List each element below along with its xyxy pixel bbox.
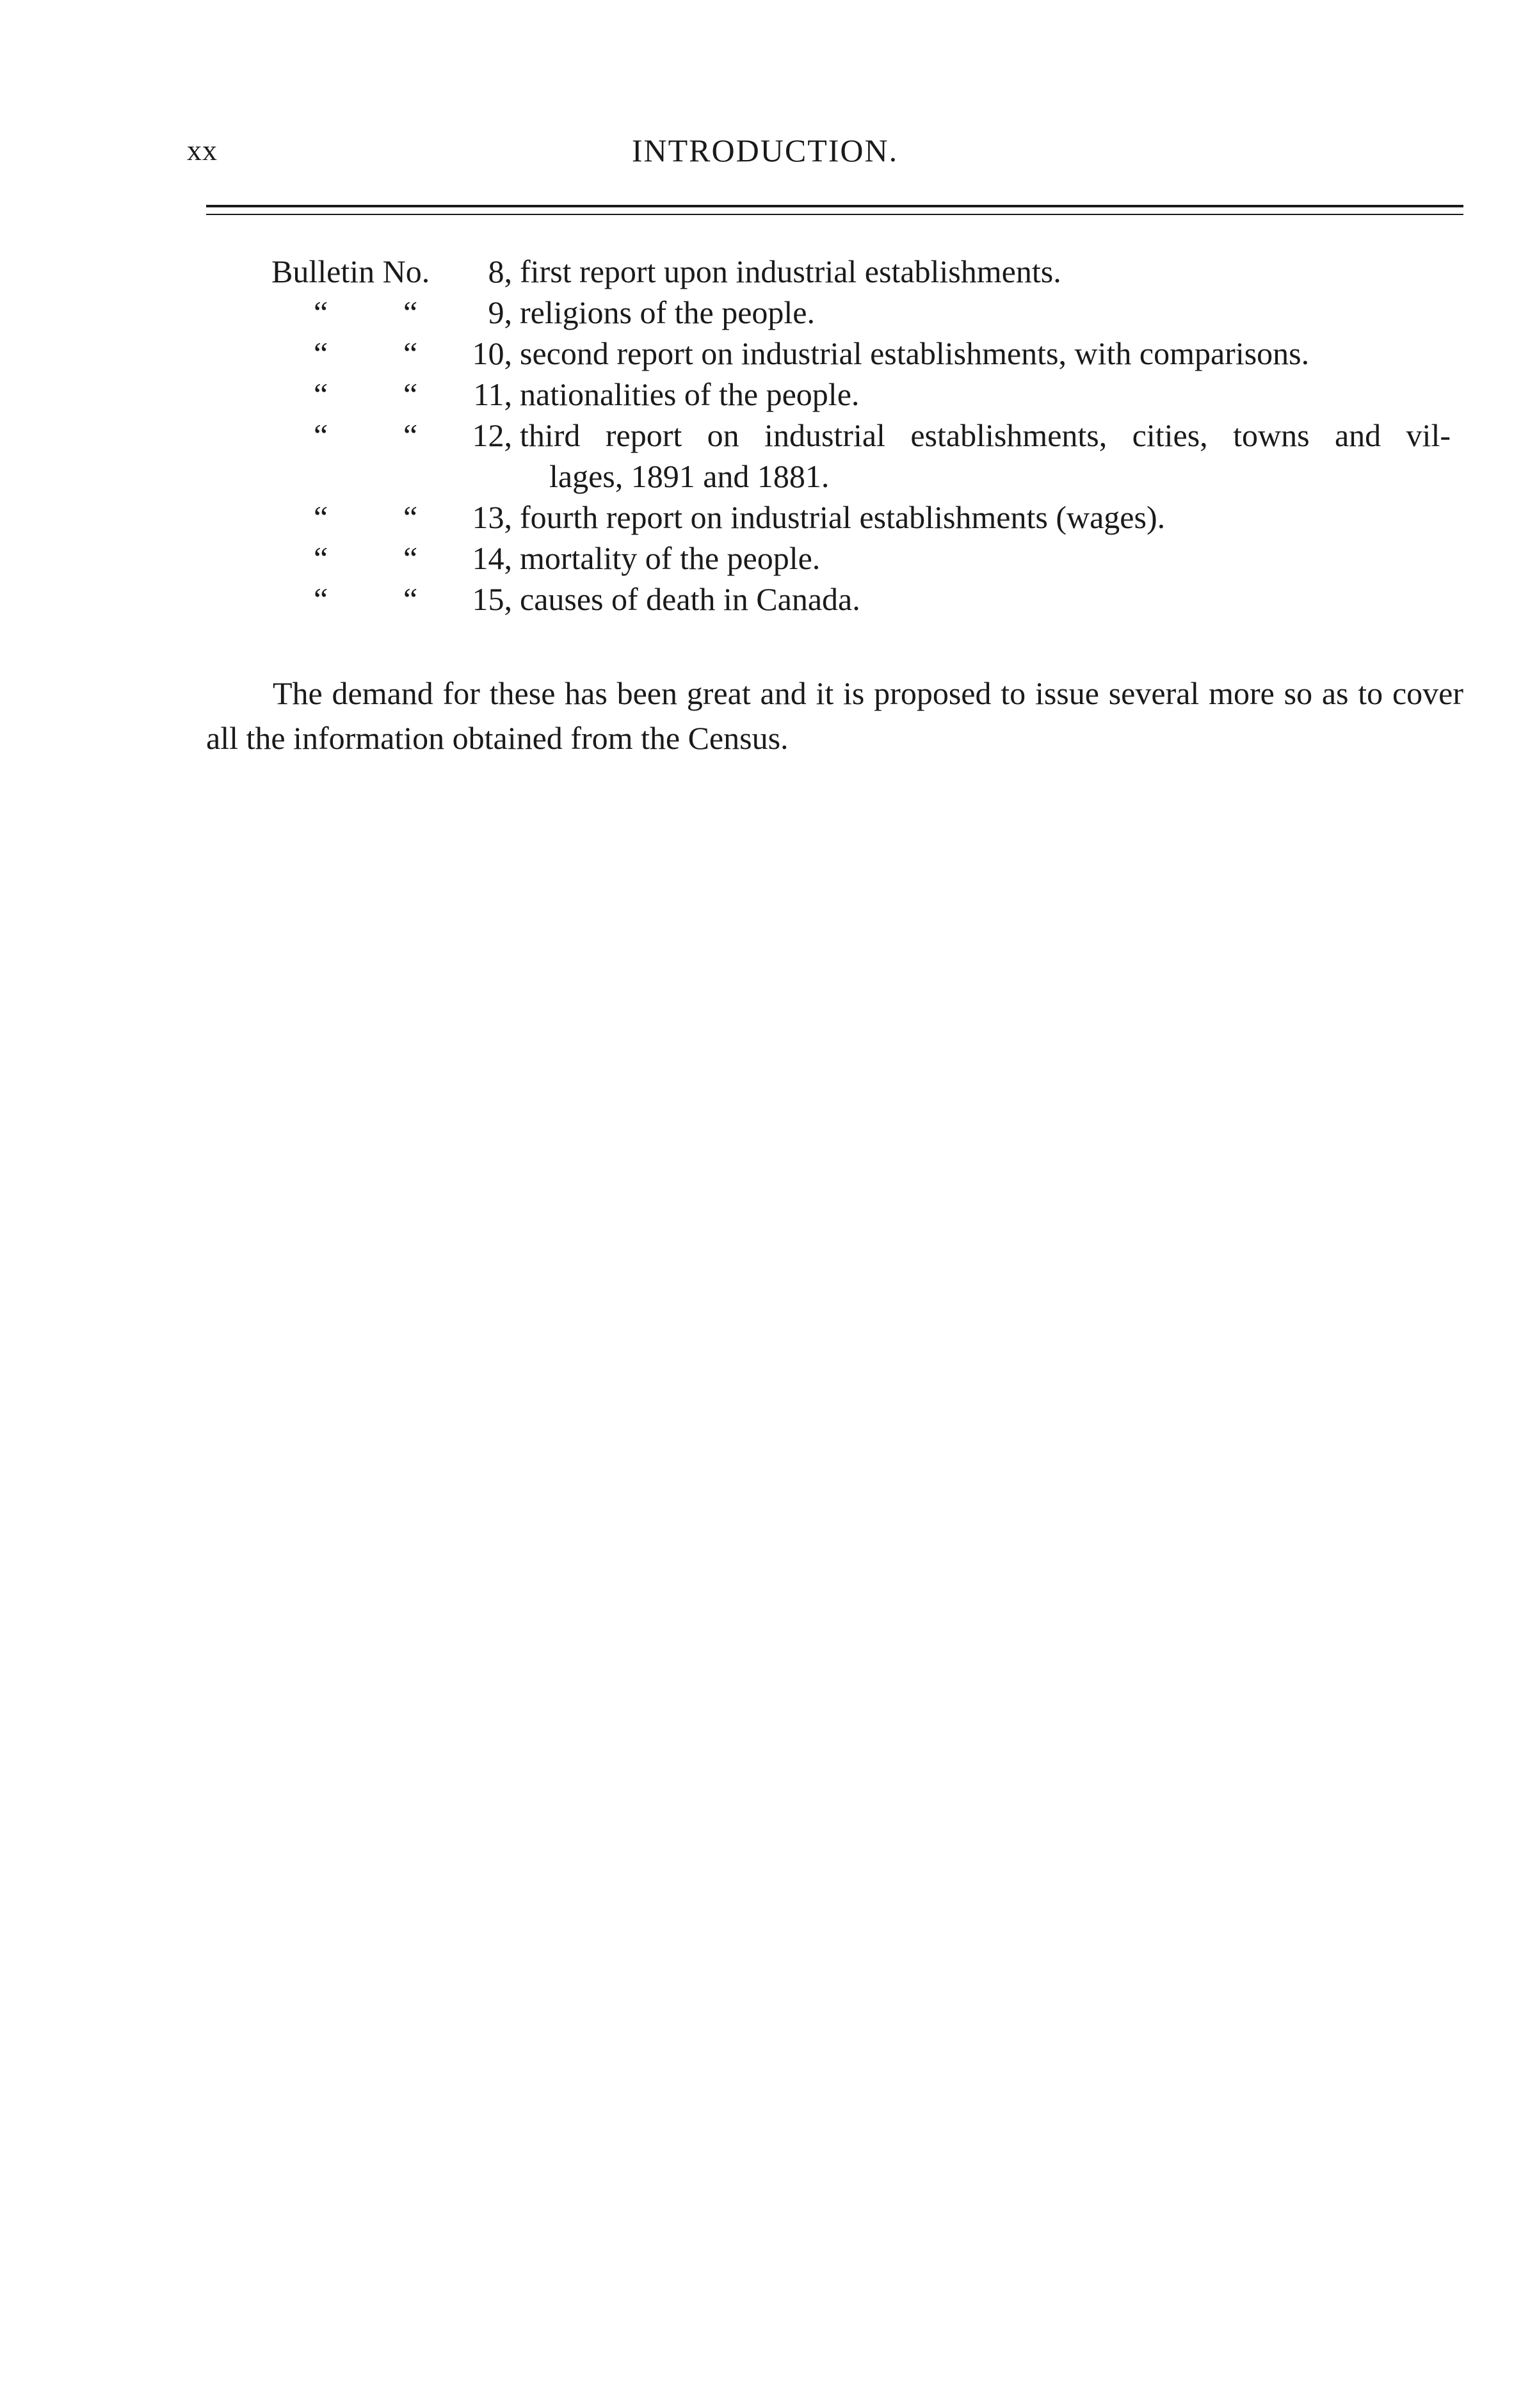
bulletin-number: 11,	[473, 376, 512, 412]
bulletin-continuation-text: lages, 1891 and 1881.	[549, 458, 830, 494]
bulletin-item	[0, 497, 1530, 538]
ditto-mark: “	[314, 335, 328, 371]
bulletin-number: 14,	[472, 540, 512, 576]
bulletin-number: 8,	[488, 253, 512, 289]
bulletin-text: fourth report on industrial establishments (wages).	[520, 499, 1166, 535]
page-number: xx	[187, 134, 218, 166]
bulletin-text: mortality of the people.	[520, 540, 821, 576]
bulletin-number: 13,	[472, 499, 512, 535]
bulletin-item	[0, 374, 1530, 415]
bulletin-number: 10,	[472, 335, 512, 371]
ditto-mark: “	[403, 581, 418, 617]
bulletin-item	[0, 292, 1530, 333]
bulletin-item	[0, 415, 1530, 456]
bulletin-text: second report on industrial establishments, with comparisons.	[520, 335, 1310, 371]
ditto-mark: “	[403, 335, 418, 371]
closing-paragraph: The demand for these has been great and it is proposed to issue several more so as to cover all the information obtained from the Census.	[206, 675, 1463, 756]
bulletin-text: religions of the people.	[520, 294, 815, 330]
ditto-mark: “	[314, 581, 328, 617]
bulletin-number: 9,	[488, 294, 512, 330]
ditto-mark: “	[314, 376, 328, 412]
header-rule-thick	[206, 205, 1463, 207]
ditto-mark: “	[314, 417, 328, 453]
ditto-mark: “	[314, 499, 328, 535]
running-head: INTRODUCTION.	[631, 132, 899, 168]
ditto-mark: “	[314, 540, 328, 576]
ditto-mark: “	[403, 540, 418, 576]
ditto-mark: “	[403, 417, 418, 453]
bulletin-item-continuation	[0, 456, 1530, 497]
bulletin-text: third report on industrial establishments, cities, towns and vil-	[520, 417, 1451, 453]
bulletin-list	[0, 251, 1530, 620]
bulletin-item	[0, 333, 1530, 374]
bulletin-text: first report upon industrial establishments.	[520, 253, 1061, 289]
bulletin-prefix: Bulletin No.	[271, 253, 430, 289]
bulletin-item	[0, 579, 1530, 620]
ditto-mark: “	[403, 294, 418, 330]
bulletin-text: nationalities of the people.	[520, 376, 860, 412]
ditto-mark: “	[403, 499, 418, 535]
bulletin-item	[0, 251, 1530, 292]
ditto-mark: “	[314, 294, 328, 330]
ditto-mark: “	[403, 376, 418, 412]
bulletin-item	[0, 538, 1530, 579]
bulletin-text: causes of death in Canada.	[520, 581, 860, 617]
header-rule-thin	[206, 214, 1463, 215]
bulletin-number: 15,	[472, 581, 512, 617]
bulletin-number: 12,	[472, 417, 512, 453]
